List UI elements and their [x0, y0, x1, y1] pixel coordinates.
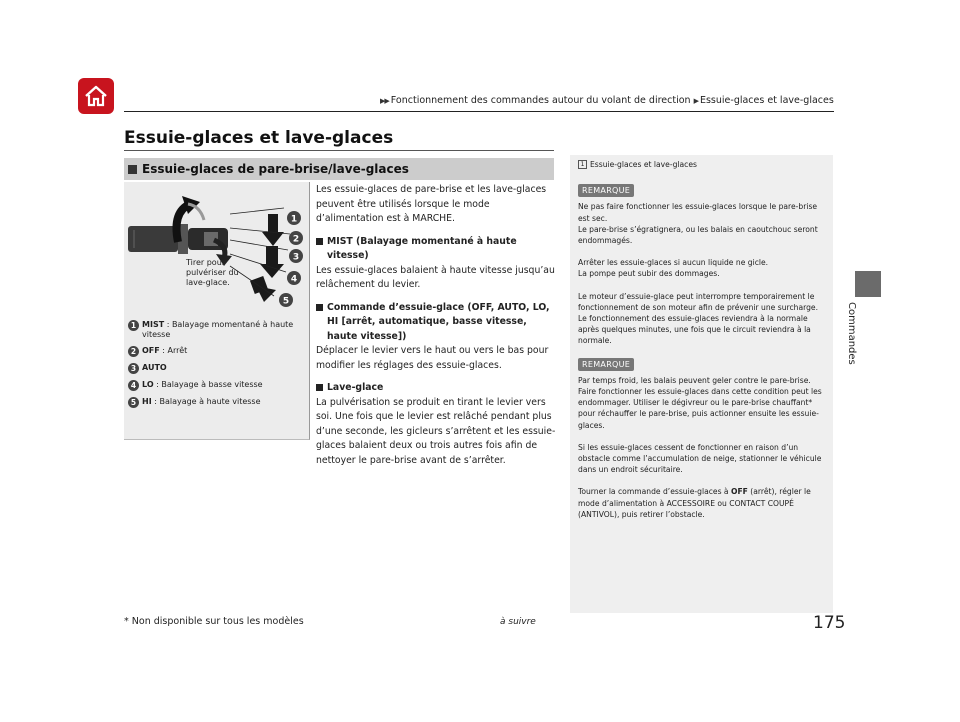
- note-paragraph: Tourner la commande d’essuie-glaces à OFF (arrêt), régler le mode d’alimentation à ACCESSOIRE ou CONTACT COUPÉ (ANTIVOL), puis retirer l’obstacle.: [578, 487, 811, 519]
- subheading-bullet-icon: [316, 384, 323, 391]
- legend-item: [128, 397, 308, 408]
- svg-text:1: 1: [290, 214, 298, 225]
- chapter-tab-marker[interactable]: [855, 271, 881, 297]
- legend-item: [128, 320, 308, 340]
- intro-paragraph: Les essuie-glaces de pare-brise et les lave-glaces peuvent être utilisés lorsque le mode d’alimentation est à MARCHE.: [316, 184, 547, 224]
- svg-text:4: 4: [290, 274, 298, 285]
- paragraph-washer: La pulvérisation se produit en tirant le levier vers soi. Une fois que le levier est relâché pendant plus d’une seconde, les gicleurs s’arrêtent et les essuie-glaces balaient deux ou trois autres fois afin de nettoyer le pare-brise avant de s’arrêter.: [316, 396, 556, 466]
- figure-caption: Tirer pour pulvériser du lave-glace.: [186, 258, 239, 287]
- subheading-washer: Lave-glace: [316, 381, 558, 396]
- legend-term: AUTO: [142, 363, 167, 372]
- section-title: Essuie-glaces de pare-brise/lave-glaces: [142, 162, 409, 176]
- header-rule: [124, 111, 834, 112]
- legend-desc: : Balayage à basse vitesse: [153, 380, 263, 389]
- legend-number: 2: [128, 346, 139, 357]
- chapter-tab-label[interactable]: Commandes: [846, 302, 857, 365]
- title-rule: [124, 150, 554, 151]
- subheading-wiper-control: Commande d’essuie-glace (OFF, AUTO, LO, HI [arrêt, automatique, basse vitesse, haute vitesse]): [316, 301, 558, 345]
- footnote: * Non disponible sur tous les modèles: [124, 616, 304, 627]
- legend-number: 3: [128, 363, 139, 374]
- note-paragraph: Si les essuie-glaces cessent de fonctionner en raison d’un obstacle comme l’accumulation de neige, stationner le véhicule dans un endroit sécuritaire.: [578, 442, 822, 475]
- breadcrumb-link-controls[interactable]: Fonctionnement des commandes autour du volant de direction: [390, 95, 691, 106]
- legend-number: 5: [128, 397, 139, 408]
- continued-label: à suivre: [500, 617, 536, 627]
- legend-term: OFF: [142, 346, 160, 355]
- figure-legend: [128, 320, 308, 414]
- legend-term: LO: [142, 380, 154, 389]
- legend-number: 1: [128, 320, 139, 331]
- legend-desc: : Arrêt: [159, 346, 188, 355]
- legend-term: HI: [142, 397, 152, 406]
- wiper-lever-illustration: [124, 182, 310, 312]
- notes-header: 1 Essuie-glaces et lave-glaces: [578, 159, 825, 170]
- chevron-icon: ▶▶: [380, 97, 389, 105]
- wiper-figure: [124, 182, 310, 440]
- subheading-bullet-icon: [316, 238, 323, 245]
- remark-badge: REMARQUE: [578, 184, 634, 197]
- legend-term: MIST: [142, 320, 165, 329]
- breadcrumb: [380, 95, 834, 106]
- subheading-bullet-icon: [316, 304, 323, 311]
- home-button[interactable]: [78, 78, 114, 114]
- legend-item: [128, 363, 308, 374]
- note-ref-icon: 1: [578, 160, 587, 169]
- svg-text:2: 2: [292, 234, 300, 245]
- main-text-column: [316, 183, 558, 476]
- svg-text:3: 3: [292, 252, 300, 263]
- legend-desc: : Balayage momentané à haute vitesse: [142, 320, 294, 339]
- remark-badge: REMARQUE: [578, 358, 634, 371]
- home-icon: [83, 84, 109, 108]
- paragraph-wiper-control: Déplacer le levier vers le haut ou vers le bas pour modifier les réglages des essuie-glaces.: [316, 345, 549, 371]
- note-paragraph: Le moteur d’essuie-glace peut interrompre temporairement le fonctionnement de son moteur afin de prévenir une surcharge. Le fonctionnement des essuie-glaces reviendra à la normale après quelques minutes, une fois que le circuit reviendra à la normale.: [578, 291, 818, 346]
- subheading-mist: MIST (Balayage momentané à haute vitesse): [316, 235, 558, 264]
- page-number: 175: [813, 613, 846, 633]
- note-paragraph: Par temps froid, les balais peuvent geler contre le pare-brise. Faire fonctionner les essuie-glaces dans cette condition peut les endommager. Utiliser le dégivreur ou le pare-brise chauffant* pour réchauffer le pare-brise, puis actionner ensuite les essuie-glaces.: [578, 375, 822, 430]
- notes-sidebar: [570, 155, 833, 613]
- section-header: [124, 158, 554, 180]
- page-title: Essuie-glaces et lave-glaces: [124, 128, 394, 148]
- legend-item: [128, 346, 308, 357]
- svg-text:5: 5: [282, 296, 290, 307]
- chevron-icon: ▶: [693, 97, 698, 105]
- legend-item: [128, 380, 308, 391]
- section-bullet-icon: [128, 165, 137, 174]
- breadcrumb-current: Essuie-glaces et lave-glaces: [699, 95, 834, 106]
- legend-number: 4: [128, 380, 139, 391]
- note-paragraph: Arrêter les essuie-glaces si aucun liquide ne gicle. La pompe peut subir des dommages.: [578, 258, 769, 279]
- note-paragraph: Ne pas faire fonctionner les essuie-glaces lorsque le pare-brise est sec. Le pare-brise s’égratignera, ou les balais en caoutchouc seront endommagés.: [578, 202, 818, 246]
- legend-desc: : Balayage à haute vitesse: [151, 397, 261, 406]
- paragraph-mist: Les essuie-glaces balaient à haute vitesse jusqu’au relâchement du levier.: [316, 264, 555, 290]
